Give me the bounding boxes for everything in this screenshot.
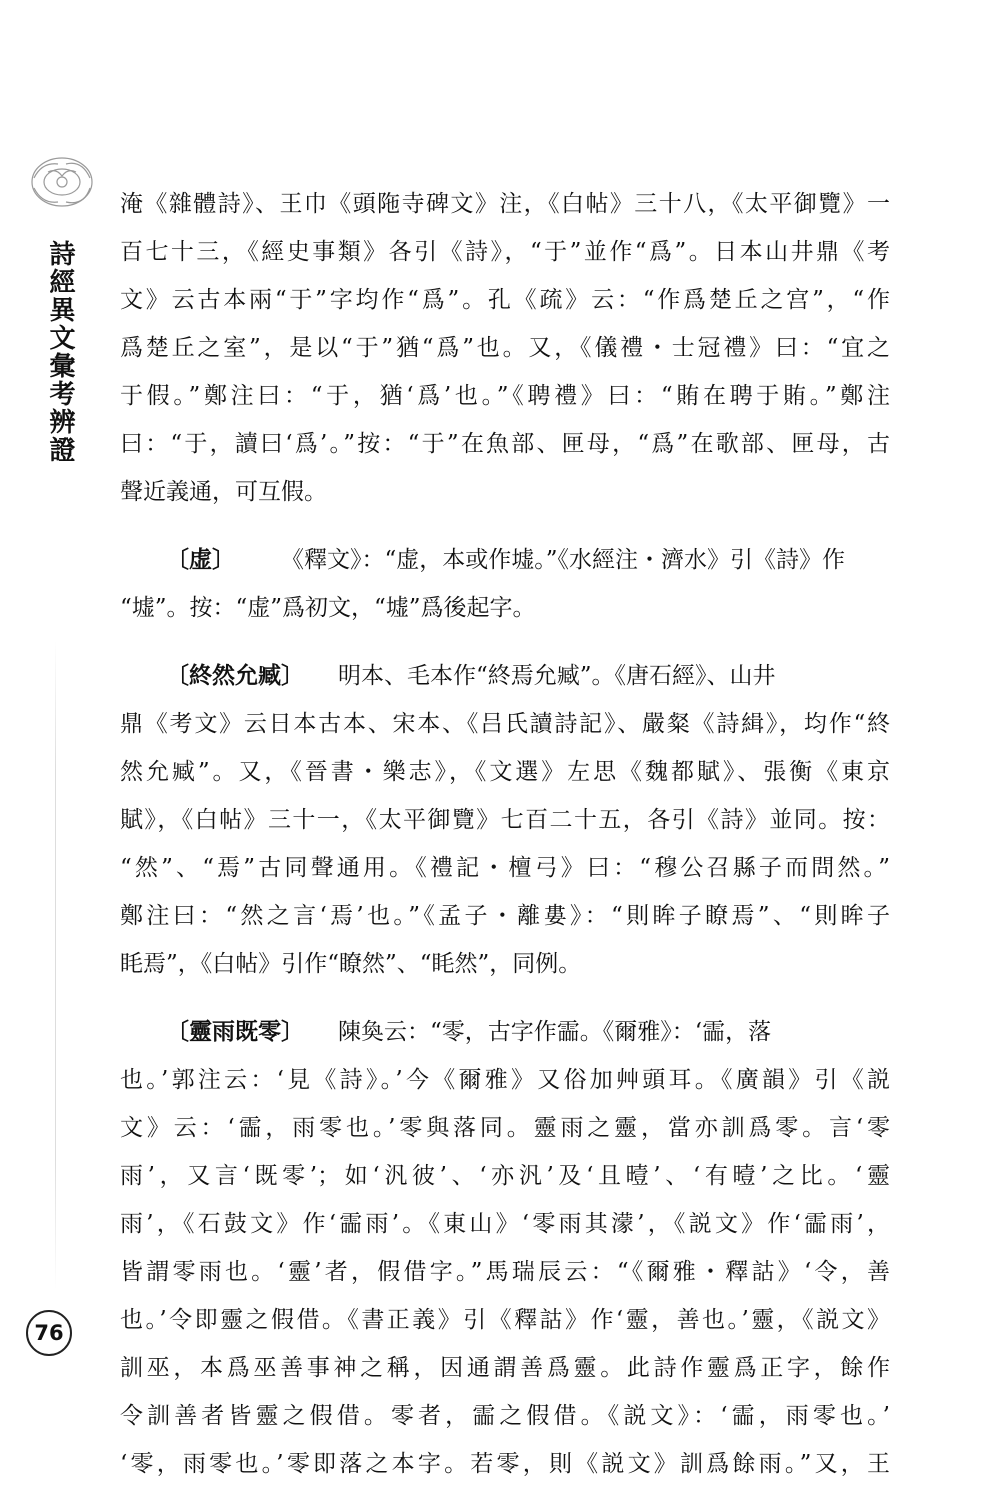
- text-line: 文》云古本兩“于”字均作“爲”。孔《疏》云：“作爲楚丘之宫”，“作: [120, 287, 890, 313]
- text-line: 陳奐云：“零，古字作霝。《爾雅》：‘霝，落: [338, 1019, 772, 1045]
- entry-ling-yu-ji-ling: [120, 1008, 890, 1488]
- text-line: 爲楚丘之室”，是以“于”猶“爲”也。又，《儀禮・士冠禮》曰：“宜之: [120, 335, 890, 361]
- page-body: [120, 180, 890, 1488]
- entry-lemma: 〔靈雨既零〕: [166, 1019, 304, 1045]
- text-line: 然允臧”。又，《晉書・樂志》，《文選》左思《魏都賦》、張衡《東京: [120, 759, 890, 785]
- page-number: 76: [26, 1310, 72, 1356]
- text-line: 令訓善者皆靈之假借。零者，霝之假借。《説文》：‘霝，雨零也。’: [120, 1403, 890, 1429]
- text-line: 鼎《考文》云日本古本、宋本、《吕氏讀詩記》、嚴粲《詩緝》，均作“終: [120, 711, 890, 737]
- text-line: 雨’，《石鼓文》作‘霝雨’。《東山》‘零雨其濛’，《説文》作‘霝雨’，: [120, 1211, 890, 1237]
- text-line: 鄭注曰：“然之言‘焉’也。”《孟子・離婁》：“則眸子瞭焉”、“則眸子: [120, 903, 890, 929]
- text-line: 淹《雜體詩》、王巾《頭陁寺碑文》注，《白帖》三十八，《太平御覽》一: [120, 191, 890, 217]
- entry-lemma: 〔終然允臧〕: [166, 663, 304, 689]
- text-line: 聲近義通，可互假。: [120, 479, 327, 505]
- text-line: 也。’郭注云：‘見《詩》。’今《爾雅》又俗加艸頭耳。《廣韻》引《説: [120, 1067, 890, 1093]
- text-line: 雨’，又言‘既零’；如‘汎彼’、‘亦汎’及‘且曀’、‘有曀’之比。‘靈: [120, 1163, 890, 1189]
- paragraph-continued: [120, 180, 890, 516]
- text-line: 明本、毛本作“終焉允臧”。《唐石經》、山井: [338, 663, 776, 689]
- side-rule: [55, 640, 56, 1290]
- entry-xu: [120, 536, 890, 632]
- floral-ornament-icon: [22, 148, 102, 216]
- text-line: 曰：“于，讀曰‘爲’。”按：“于”在魚部、匣母，“爲”在歌部、匣母，古: [120, 431, 890, 457]
- text-line: “墟”。按：“虚”爲初文，“墟”爲後起字。: [120, 595, 536, 621]
- text-line: 賦》，《白帖》三十一，《太平御覽》七百二十五，各引《詩》並同。按：: [120, 807, 890, 833]
- text-line: 《釋文》：“虚，本或作墟。”《水經注・濟水》引《詩》作: [281, 547, 846, 573]
- running-head-title: 詩經異文彙考辨證: [45, 240, 75, 464]
- entry-lemma: 〔虚〕: [166, 547, 235, 573]
- text-line: 也。’令即靈之假借。《書正義》引《釋詁》作‘靈，善也。’靈，《説文》: [120, 1307, 890, 1333]
- text-line: ‘零，雨零也。’零即落之本字。若零，則《説文》訓爲餘雨。”又，王: [120, 1451, 890, 1477]
- text-line: 訓巫，本爲巫善事神之稱，因通謂善爲靈。此詩作靈爲正字，餘作: [120, 1355, 890, 1381]
- text-line: “然”、“焉”古同聲通用。《禮記・檀弓》曰：“穆公召縣子而問然。”: [120, 855, 890, 881]
- text-line: 眊焉”，《白帖》引作“瞭然”、“眊然”，同例。: [120, 951, 582, 977]
- entry-zhong-ran-yun-zang: [120, 652, 890, 988]
- text-line: 于假。”鄭注曰：“于，猶‘爲’也。”《聘禮》曰：“賄在聘于賄。”鄭注: [120, 383, 890, 409]
- text-line: 皆謂零雨也。‘靈’者，假借字。”馬瑞辰云：“《爾雅・釋詁》‘令，善: [120, 1259, 890, 1285]
- text-line: 文》云：‘霝，雨零也。’零與落同。靈雨之靈，當亦訓爲零。言‘零: [120, 1115, 890, 1141]
- text-line: 百七十三，《經史事類》各引《詩》，“于”並作“爲”。日本山井鼎《考: [120, 239, 890, 265]
